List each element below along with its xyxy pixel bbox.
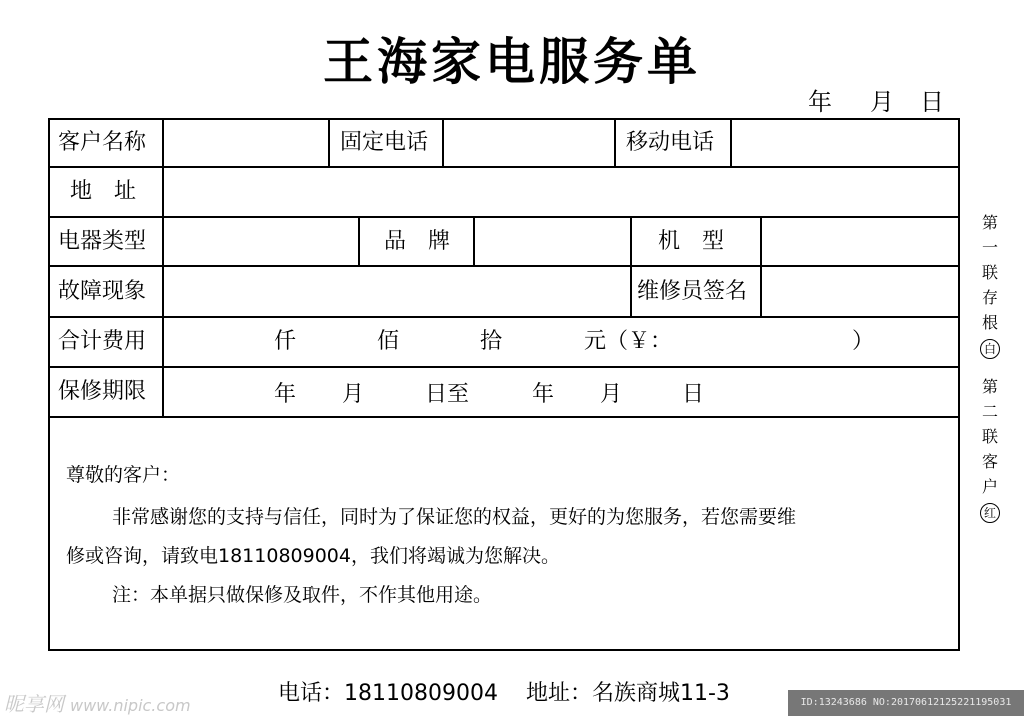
watermark-id: ID:13243686 NO:20170612125221195031 xyxy=(788,690,1024,716)
date-day: 日 xyxy=(920,88,944,116)
copy1-char: 一 xyxy=(981,238,998,257)
col-line xyxy=(760,216,762,318)
footer-phone: 电话：18110809004 xyxy=(278,681,498,706)
label-brand: 品 牌 xyxy=(384,229,451,254)
copy1-char: 联 xyxy=(981,263,998,282)
row-line xyxy=(48,416,960,418)
cost-close: ） xyxy=(852,329,875,354)
warranty-day-to: 日至 xyxy=(425,382,470,407)
col-line xyxy=(730,118,732,168)
label-mobile: 移动电话 xyxy=(626,130,715,155)
row-line xyxy=(48,366,960,368)
label-warranty: 保修期限 xyxy=(58,379,147,404)
cost-shi: 拾 xyxy=(480,329,503,354)
col-line xyxy=(328,118,330,168)
label-customer-name: 客户名称 xyxy=(58,130,147,155)
copy1-color-badge: 白 xyxy=(980,339,1000,359)
label-landline: 固定电话 xyxy=(340,130,429,155)
notice-line1: 非常感谢您的支持与信任，同时为了保证您的权益，更好的为您服务，若您需要维 xyxy=(112,506,797,528)
notice-line3: 注：本单据只做保修及取件，不作其他用途。 xyxy=(112,584,493,606)
copy2-char: 第 xyxy=(981,377,998,396)
date-year: 年 xyxy=(808,88,832,116)
copy2-char: 联 xyxy=(981,427,998,446)
col-line xyxy=(162,118,164,418)
row-line xyxy=(48,316,960,318)
copy2-char: 客 xyxy=(981,452,998,471)
warranty-month-start: 月 xyxy=(342,382,365,407)
copy1-char: 第 xyxy=(981,213,998,232)
copy1-char: 存 xyxy=(981,288,998,307)
warranty-month-end: 月 xyxy=(600,382,623,407)
copy1-char: 根 xyxy=(981,313,998,332)
date-month: 月 xyxy=(870,88,894,116)
label-appliance-type: 电器类型 xyxy=(58,229,147,254)
warranty-year-end: 年 xyxy=(532,382,555,407)
footer-address: 地址：名族商城11-3 xyxy=(526,681,730,706)
label-technician-sign: 维修员签名 xyxy=(637,279,748,304)
watermark-logo-text: 昵享网 xyxy=(4,692,64,716)
notice-line2: 修或咨询，请致电18110809004，我们将竭诚为您解决。 xyxy=(66,545,560,567)
cost-qian: 仟 xyxy=(274,329,297,354)
form-title: 王海家电服务单 xyxy=(323,33,701,91)
row-line xyxy=(48,166,960,168)
copy2-char: 二 xyxy=(981,402,998,421)
watermark-url: www.nipic.com xyxy=(70,696,191,715)
col-line xyxy=(614,118,616,168)
watermark-logo xyxy=(4,688,191,717)
copy1-label xyxy=(976,210,1004,360)
cost-bai: 佰 xyxy=(377,329,400,354)
label-address: 地 址 xyxy=(70,179,137,204)
warranty-day-end: 日 xyxy=(682,382,705,407)
notice-greeting: 尊敬的客户： xyxy=(66,464,181,486)
label-model: 机 型 xyxy=(658,229,725,254)
col-line xyxy=(358,216,360,267)
label-fault: 故障现象 xyxy=(58,279,147,304)
row-line xyxy=(48,216,960,218)
copy2-char: 户 xyxy=(981,477,998,496)
label-total-cost: 合计费用 xyxy=(58,329,147,354)
row-line xyxy=(48,265,960,267)
col-line xyxy=(442,118,444,168)
copy2-color-badge: 红 xyxy=(980,503,1000,523)
form-table xyxy=(48,118,960,651)
col-line xyxy=(630,216,632,318)
cost-yuan: 元（￥： xyxy=(584,329,673,354)
warranty-year-start: 年 xyxy=(274,382,297,407)
copy2-label xyxy=(976,374,1004,524)
col-line xyxy=(473,216,475,267)
